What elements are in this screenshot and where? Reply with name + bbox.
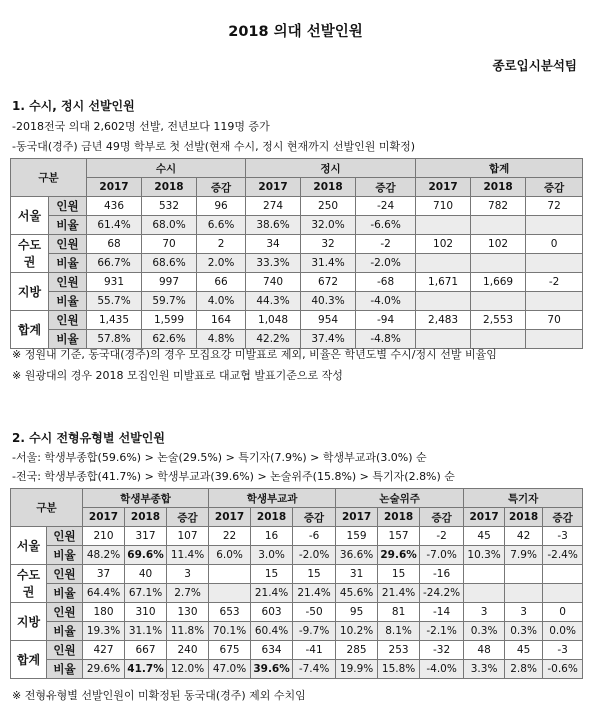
- region-label: 서울: [11, 527, 47, 565]
- data-cell: -2.0%: [356, 254, 416, 273]
- data-cell: 16: [251, 527, 293, 546]
- header-year: 증감: [526, 178, 583, 197]
- data-cell: 55.7%: [87, 292, 142, 311]
- data-cell: [526, 330, 583, 349]
- data-cell: -7.4%: [293, 660, 336, 679]
- data-cell: 29.6%: [83, 660, 125, 679]
- data-cell: 0.3%: [505, 622, 543, 641]
- data-cell: 285: [336, 641, 378, 660]
- data-cell: 64.4%: [83, 584, 125, 603]
- data-cell: 68.6%: [142, 254, 197, 273]
- data-cell: -14: [420, 603, 464, 622]
- data-cell: 427: [83, 641, 125, 660]
- data-cell: 4.8%: [197, 330, 246, 349]
- section-1-heading: 1. 수시, 정시 선발인원: [12, 99, 135, 113]
- data-cell: [505, 584, 543, 603]
- data-cell: 68: [87, 235, 142, 254]
- row-type-label: 인원: [47, 641, 83, 660]
- data-cell: -41: [293, 641, 336, 660]
- data-cell: -9.7%: [293, 622, 336, 641]
- data-cell: 68.0%: [142, 216, 197, 235]
- data-cell: -24.2%: [420, 584, 464, 603]
- data-cell: 66.7%: [87, 254, 142, 273]
- data-cell: 710: [416, 197, 471, 216]
- data-cell: 7.9%: [505, 546, 543, 565]
- data-cell: 21.4%: [378, 584, 420, 603]
- row-type-label: 인원: [49, 273, 87, 292]
- data-cell: 2,553: [471, 311, 526, 330]
- data-cell: -3: [543, 641, 583, 660]
- data-cell: 19.9%: [336, 660, 378, 679]
- table-row: [11, 292, 583, 311]
- data-cell: 15.8%: [378, 660, 420, 679]
- header-year: 증감: [543, 508, 583, 527]
- data-cell: 102: [471, 235, 526, 254]
- data-cell: [464, 565, 505, 584]
- section-1-note: -2018전국 의대 2,602명 선발, 전년보다 119명 증가: [12, 120, 270, 133]
- data-cell: 70: [526, 311, 583, 330]
- section-1-footnote: ※ 정원내 기준, 동국대(경주)의 경우 모집요강 미발표로 제외, 비율은 학년도별 수시/정시 선발 비율임: [12, 348, 497, 361]
- data-cell: 2: [197, 235, 246, 254]
- data-cell: -68: [356, 273, 416, 292]
- data-cell: -94: [356, 311, 416, 330]
- data-cell: -6: [293, 527, 336, 546]
- data-cell: 19.3%: [83, 622, 125, 641]
- data-cell: 57.8%: [87, 330, 142, 349]
- data-cell: 96: [197, 197, 246, 216]
- region-label: 서울: [11, 197, 49, 235]
- header-year: 2018: [125, 508, 167, 527]
- header-year: 증감: [356, 178, 416, 197]
- data-cell: 8.1%: [378, 622, 420, 641]
- data-cell: 29.6%: [378, 546, 420, 565]
- data-cell: -24: [356, 197, 416, 216]
- data-cell: 48.2%: [83, 546, 125, 565]
- data-cell: 3: [464, 603, 505, 622]
- region-label: 지방: [11, 603, 47, 641]
- row-type-label: 비율: [47, 622, 83, 641]
- header-year: 2018: [378, 508, 420, 527]
- table-row: [11, 603, 583, 622]
- data-cell: 81: [378, 603, 420, 622]
- data-cell: 997: [142, 273, 197, 292]
- data-cell: 21.4%: [293, 584, 336, 603]
- table-row: [11, 216, 583, 235]
- section-2-footnote: ※ 전형유형별 선발인원이 미확정된 동국대(경주) 제외 수치임: [12, 689, 306, 702]
- data-cell: 253: [378, 641, 420, 660]
- data-cell: 0: [526, 235, 583, 254]
- row-type-label: 비율: [49, 216, 87, 235]
- data-cell: 62.6%: [142, 330, 197, 349]
- data-cell: 38.6%: [246, 216, 301, 235]
- data-cell: 672: [301, 273, 356, 292]
- data-cell: [416, 216, 471, 235]
- page-title: 2018 의대 선발인원: [228, 24, 363, 40]
- data-cell: [464, 584, 505, 603]
- data-cell: 95: [336, 603, 378, 622]
- header-year: 2018: [142, 178, 197, 197]
- data-cell: 3: [167, 565, 209, 584]
- data-cell: -50: [293, 603, 336, 622]
- data-cell: 3.0%: [251, 546, 293, 565]
- data-cell: 69.6%: [125, 546, 167, 565]
- table-row: [11, 641, 583, 660]
- data-cell: 667: [125, 641, 167, 660]
- data-cell: 317: [125, 527, 167, 546]
- data-cell: [543, 565, 583, 584]
- data-cell: -3: [543, 527, 583, 546]
- data-cell: -0.6%: [543, 660, 583, 679]
- data-cell: 10.2%: [336, 622, 378, 641]
- row-type-label: 비율: [49, 254, 87, 273]
- data-cell: -2.1%: [420, 622, 464, 641]
- data-cell: 31.1%: [125, 622, 167, 641]
- data-cell: 675: [209, 641, 251, 660]
- section-1-footnote: ※ 원광대의 경우 2018 모집인원 미발표로 대교협 발표기준으로 작성: [12, 369, 343, 382]
- data-cell: [471, 216, 526, 235]
- data-cell: 274: [246, 197, 301, 216]
- data-cell: 2.8%: [505, 660, 543, 679]
- data-cell: 12.0%: [167, 660, 209, 679]
- data-cell: 931: [87, 273, 142, 292]
- data-cell: [471, 254, 526, 273]
- data-cell: 33.3%: [246, 254, 301, 273]
- row-type-label: 인원: [49, 311, 87, 330]
- data-cell: 4.0%: [197, 292, 246, 311]
- data-cell: [209, 584, 251, 603]
- data-cell: 10.3%: [464, 546, 505, 565]
- table-row: [11, 254, 583, 273]
- header-gubun: 구분: [11, 159, 87, 197]
- data-cell: 3: [505, 603, 543, 622]
- region-label: 지방: [11, 273, 49, 311]
- data-cell: 1,599: [142, 311, 197, 330]
- data-cell: 34: [246, 235, 301, 254]
- data-cell: 210: [83, 527, 125, 546]
- data-cell: [526, 216, 583, 235]
- data-cell: 740: [246, 273, 301, 292]
- data-cell: 2,483: [416, 311, 471, 330]
- data-cell: 107: [167, 527, 209, 546]
- data-cell: [416, 254, 471, 273]
- header-year: 2018: [251, 508, 293, 527]
- data-cell: 310: [125, 603, 167, 622]
- data-cell: -32: [420, 641, 464, 660]
- data-cell: 15: [251, 565, 293, 584]
- data-cell: 31: [336, 565, 378, 584]
- data-cell: 67.1%: [125, 584, 167, 603]
- header-group: 학생부종합: [83, 489, 209, 508]
- data-cell: 1,435: [87, 311, 142, 330]
- data-cell: -2.0%: [293, 546, 336, 565]
- data-cell: 66: [197, 273, 246, 292]
- header-group: 학생부교과: [209, 489, 336, 508]
- header-year: 증감: [167, 508, 209, 527]
- data-cell: [526, 292, 583, 311]
- data-cell: 45: [464, 527, 505, 546]
- data-cell: 44.3%: [246, 292, 301, 311]
- section-2-note: -서울: 학생부종합(59.6%) > 논술(29.5%) > 특기자(7.9%) > 학생부교과(3.0%) 순: [12, 451, 427, 464]
- data-cell: 6.6%: [197, 216, 246, 235]
- data-cell: 59.7%: [142, 292, 197, 311]
- data-cell: 40.3%: [301, 292, 356, 311]
- row-type-label: 인원: [49, 235, 87, 254]
- header-year: 증감: [293, 508, 336, 527]
- data-cell: 1,671: [416, 273, 471, 292]
- data-cell: 250: [301, 197, 356, 216]
- row-type-label: 비율: [49, 330, 87, 349]
- table-row: [11, 565, 583, 584]
- data-cell: 11.8%: [167, 622, 209, 641]
- data-cell: 32.0%: [301, 216, 356, 235]
- data-cell: 42.2%: [246, 330, 301, 349]
- data-cell: 42: [505, 527, 543, 546]
- header-year: 2017: [336, 508, 378, 527]
- header-year: 2018: [301, 178, 356, 197]
- data-cell: -2.4%: [543, 546, 583, 565]
- header-year: 2018: [471, 178, 526, 197]
- data-cell: 15: [293, 565, 336, 584]
- section-1-note: -동국대(경주) 금년 49명 학부로 첫 선발(현재 수시, 정시 현재까지 선발인원 미확정): [12, 140, 415, 153]
- data-cell: 36.6%: [336, 546, 378, 565]
- data-cell: [526, 254, 583, 273]
- table-row: [11, 584, 583, 603]
- data-cell: 157: [378, 527, 420, 546]
- header-year: 2017: [87, 178, 142, 197]
- data-cell: 21.4%: [251, 584, 293, 603]
- region-label: 합계: [11, 311, 49, 349]
- data-cell: 3.3%: [464, 660, 505, 679]
- data-cell: 954: [301, 311, 356, 330]
- author-team: 종로입시분석팀: [492, 58, 577, 73]
- data-cell: 39.6%: [251, 660, 293, 679]
- data-cell: [209, 565, 251, 584]
- data-cell: [543, 584, 583, 603]
- data-cell: 22: [209, 527, 251, 546]
- region-label: 수도권: [11, 565, 47, 603]
- table-row: [11, 197, 583, 216]
- data-cell: 240: [167, 641, 209, 660]
- data-cell: 32: [301, 235, 356, 254]
- data-cell: 653: [209, 603, 251, 622]
- data-cell: 0.0%: [543, 622, 583, 641]
- data-cell: 130: [167, 603, 209, 622]
- row-type-label: 인원: [49, 197, 87, 216]
- data-cell: 164: [197, 311, 246, 330]
- data-cell: 72: [526, 197, 583, 216]
- section-2-heading: 2. 수시 전형유형별 선발인원: [12, 431, 165, 445]
- admissions-table-2: [10, 488, 583, 679]
- data-cell: 45.6%: [336, 584, 378, 603]
- data-cell: 37.4%: [301, 330, 356, 349]
- data-cell: 47.0%: [209, 660, 251, 679]
- region-label: 합계: [11, 641, 47, 679]
- data-cell: 60.4%: [251, 622, 293, 641]
- data-cell: 31.4%: [301, 254, 356, 273]
- data-cell: 1,048: [246, 311, 301, 330]
- data-cell: 70.1%: [209, 622, 251, 641]
- table-row: [11, 311, 583, 330]
- data-cell: 41.7%: [125, 660, 167, 679]
- data-cell: -6.6%: [356, 216, 416, 235]
- data-cell: -2: [356, 235, 416, 254]
- row-type-label: 인원: [47, 565, 83, 584]
- data-cell: -2: [526, 273, 583, 292]
- row-type-label: 비율: [47, 546, 83, 565]
- row-type-label: 인원: [47, 603, 83, 622]
- data-cell: 159: [336, 527, 378, 546]
- data-cell: -4.0%: [420, 660, 464, 679]
- data-cell: 2.0%: [197, 254, 246, 273]
- data-cell: 40: [125, 565, 167, 584]
- data-cell: 436: [87, 197, 142, 216]
- data-cell: -4.0%: [356, 292, 416, 311]
- data-cell: 603: [251, 603, 293, 622]
- table-row: [11, 527, 583, 546]
- header-gubun: 구분: [11, 489, 83, 527]
- header-group: 수시: [87, 159, 246, 178]
- row-type-label: 비율: [49, 292, 87, 311]
- table-row: [11, 622, 583, 641]
- data-cell: [416, 292, 471, 311]
- data-cell: 2.7%: [167, 584, 209, 603]
- data-cell: 102: [416, 235, 471, 254]
- data-cell: -4.8%: [356, 330, 416, 349]
- header-year: 2017: [416, 178, 471, 197]
- data-cell: 1,669: [471, 273, 526, 292]
- region-label: 수도권: [11, 235, 49, 273]
- data-cell: 0: [543, 603, 583, 622]
- data-cell: -2: [420, 527, 464, 546]
- data-cell: 61.4%: [87, 216, 142, 235]
- data-cell: 782: [471, 197, 526, 216]
- admissions-table-1: [10, 158, 583, 349]
- header-year: 증감: [197, 178, 246, 197]
- row-type-label: 비율: [47, 584, 83, 603]
- data-cell: 532: [142, 197, 197, 216]
- data-cell: 70: [142, 235, 197, 254]
- row-type-label: 비율: [47, 660, 83, 679]
- data-cell: 15: [378, 565, 420, 584]
- header-year: 증감: [420, 508, 464, 527]
- section-2-note: -전국: 학생부종합(41.7%) > 학생부교과(39.6%) > 논술위주(15.8%) > 특기자(2.8%) 순: [12, 470, 455, 483]
- table-row: [11, 273, 583, 292]
- header-group: 특기자: [464, 489, 583, 508]
- data-cell: 634: [251, 641, 293, 660]
- data-cell: [505, 565, 543, 584]
- data-cell: -7.0%: [420, 546, 464, 565]
- header-year: 2017: [209, 508, 251, 527]
- data-cell: 11.4%: [167, 546, 209, 565]
- data-cell: 6.0%: [209, 546, 251, 565]
- header-group: 합계: [416, 159, 583, 178]
- data-cell: [471, 292, 526, 311]
- row-type-label: 인원: [47, 527, 83, 546]
- table-row: [11, 546, 583, 565]
- table-row: [11, 235, 583, 254]
- header-year: 2017: [246, 178, 301, 197]
- header-year: 2017: [83, 508, 125, 527]
- header-year: 2018: [505, 508, 543, 527]
- data-cell: 180: [83, 603, 125, 622]
- header-group: 정시: [246, 159, 416, 178]
- header-year: 2017: [464, 508, 505, 527]
- data-cell: 37: [83, 565, 125, 584]
- data-cell: 48: [464, 641, 505, 660]
- data-cell: 0.3%: [464, 622, 505, 641]
- data-cell: 45: [505, 641, 543, 660]
- table-row: [11, 660, 583, 679]
- data-cell: -16: [420, 565, 464, 584]
- header-group: 논술위주: [336, 489, 464, 508]
